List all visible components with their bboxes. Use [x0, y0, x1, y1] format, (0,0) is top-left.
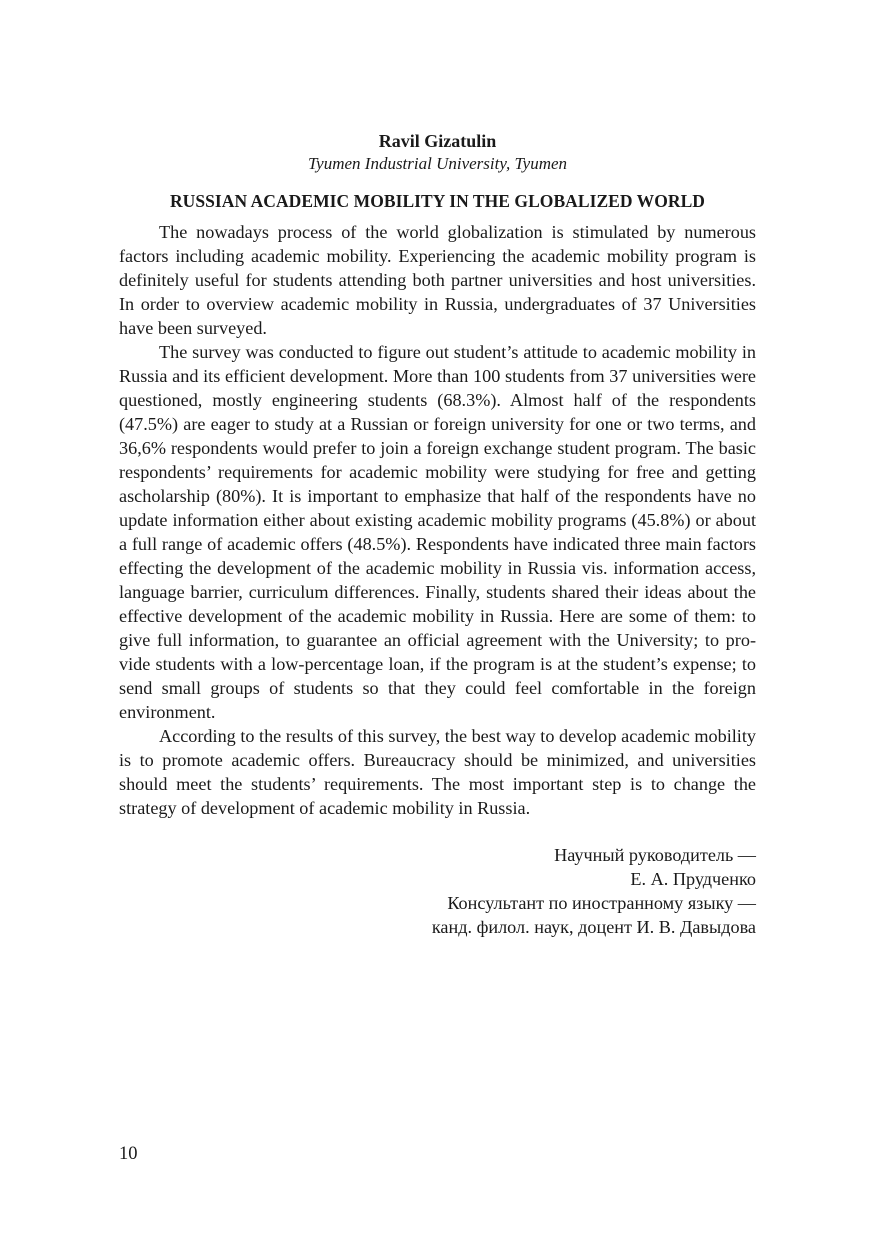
document-page: [119, 130, 756, 939]
supervisor-name: Е. А. Прудченко: [630, 869, 756, 889]
page-number: 10: [119, 1144, 138, 1164]
author-affiliation: Tyumen Industrial University, Tyumen: [307, 154, 568, 173]
article-body: [119, 220, 756, 820]
body-paragraph: The survey was conducted to figure out student’s attitude to academic mobility in Russia and its efficient development. More than 100 students from 37 universities were questioned, mostly engineering students (68.3%). Almost half of the respondents (47.5%) are eager to study at a Russian or foreign university for one or two terms, and 36,6% respondents would prefer to join a foreign exchange student program. The basic respondents’ requirements for academic mobility were studying for free and getting ascholarship (80%). It is important to emphasize that half of the respondents have no update information either about existing academic mobility programs (45.8%) or about a full range of academic offers (48.5%). Respondents have indicated three main factors effecting the development of the academic mobility in Russia vis. information access, language barrier, curriculum differences. Finally, students shared their ideas about the effective development of the academic mobility in Russia. Here are some of them: to give full information, to guarantee an official agreement with the University; to provide students with a low-percentage loan, if the program is at the student’s expense; to send small groups of students so that they could feel comfortable in the foreign environment.: [119, 342, 756, 722]
signature-block: [119, 843, 756, 939]
author-name: Ravil Gizatulin: [378, 131, 497, 151]
consultant-name: канд. филол. наук, доцент И. В. Давыдова: [431, 917, 756, 937]
consultant-label: Консультант по иностранному языку —: [447, 893, 756, 913]
article-title: RUSSIAN ACADEMIC MOBILITY IN THE GLOBALIZED WORLD: [169, 191, 705, 211]
body-paragraph: According to the results of this survey, the best way to develop academic mobility is to promote academic offers. Bureaucracy should be minimized, and universities should meet the students’ requirements. The most important step is to change the strategy of development of academic mobility in Russia.: [119, 726, 756, 818]
supervisor-label: Научный руководитель —: [554, 845, 756, 865]
body-paragraph: The nowadays process of the world globalization is stimulated by numerous factors including academic mobility. Experiencing the academic mobility program is definitely useful for students attending both partner universities and host universities. In order to overview academic mobility in Russia, undergraduates of 37 Universities have been surveyed.: [119, 222, 756, 338]
